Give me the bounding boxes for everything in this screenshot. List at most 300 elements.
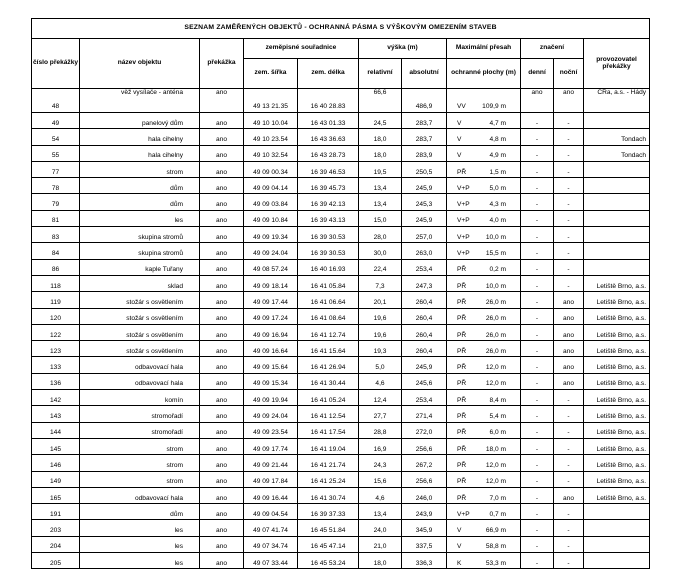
cell-object-name: strom — [80, 455, 200, 471]
cell-overlap-value: 8,4 m — [482, 390, 521, 406]
cell-absolute-height: 257,0 — [402, 227, 447, 243]
cell-night-marking: - — [554, 210, 584, 226]
cell-overlap-value: 12,0 m — [482, 373, 521, 389]
cell-day-marking: - — [521, 275, 554, 291]
cell-longitude: 16 43 36.63 — [298, 129, 359, 145]
cell-longitude: 16 45 51.84 — [298, 520, 359, 536]
header-protection-area: ochranné plochy (m) — [447, 59, 521, 89]
cell-relative-height: 18,0 — [359, 553, 402, 569]
cell-absolute-height: 245,9 — [402, 357, 447, 373]
cell-obstacle-number: 81 — [32, 210, 80, 226]
cell-obstacle-number: 120 — [32, 308, 80, 324]
cell-overlap-value: 5,0 m — [482, 178, 521, 194]
cell-day-marking: - — [521, 243, 554, 259]
table-row — [32, 471, 650, 487]
cell-absolute-height: 283,7 — [402, 113, 447, 129]
cell-night-marking: ano — [554, 89, 584, 113]
cell-day-marking: - — [521, 129, 554, 145]
cell-night-marking: - — [554, 113, 584, 129]
cell-overlap-value: 6,0 m — [482, 422, 521, 438]
cell-day-marking: - — [521, 406, 554, 422]
cell-overlap-value: 15,5 m — [482, 243, 521, 259]
cell-longitude: 16 41 05.24 — [298, 390, 359, 406]
cell-overlap-value: 58,8 m — [482, 536, 521, 552]
cell-obstacle-flag: ano — [200, 275, 244, 291]
cell-absolute-height: 267,2 — [402, 455, 447, 471]
cell-obstacle-flag: ano — [200, 536, 244, 552]
table-row — [32, 227, 650, 243]
table-body — [32, 89, 650, 569]
cell-night-marking: - — [554, 422, 584, 438]
cell-latitude: 49 09 04.54 — [244, 504, 298, 520]
cell-obstacle-number: 78 — [32, 178, 80, 194]
cell-relative-height: 24,3 — [359, 455, 402, 471]
cell-night-marking: - — [554, 194, 584, 210]
cell-latitude: 49 10 32.54 — [244, 145, 298, 161]
cell-day-marking: - — [521, 487, 554, 503]
cell-overlap-value: 12,0 m — [482, 357, 521, 373]
cell-obstacle-flag: ano — [200, 390, 244, 406]
cell-operator: Letiště Brno, a.s. — [584, 422, 650, 438]
cell-absolute-height: 260,4 — [402, 292, 447, 308]
cell-night-marking: ano — [554, 487, 584, 503]
cell-obstacle-flag: ano — [200, 438, 244, 454]
cell-absolute-height: 243,9 — [402, 504, 447, 520]
cell-object-name: stožár s osvětlením — [80, 341, 200, 357]
cell-latitude: 49 13 21.35 — [244, 89, 298, 113]
cell-latitude: 49 09 04.14 — [244, 178, 298, 194]
cell-night-marking: ano — [554, 373, 584, 389]
cell-object-name: dům — [80, 504, 200, 520]
cell-object-name: les — [80, 553, 200, 569]
table-row — [32, 406, 650, 422]
table-row — [32, 178, 650, 194]
cell-latitude: 49 09 03.84 — [244, 194, 298, 210]
cell-object-name: hala cihelny — [80, 129, 200, 145]
cell-relative-height: 18,0 — [359, 129, 402, 145]
cell-overlap-type: V+P — [447, 194, 482, 210]
cell-object-name: komín — [80, 390, 200, 406]
cell-overlap-value: 26,0 m — [482, 324, 521, 340]
cell-longitude: 16 41 30.74 — [298, 487, 359, 503]
cell-overlap-type: PŘ — [447, 455, 482, 471]
cell-overlap-type: PŘ — [447, 406, 482, 422]
cell-operator — [584, 194, 650, 210]
cell-operator — [584, 259, 650, 275]
table-row — [32, 422, 650, 438]
cell-operator: Letiště Brno, a.s. — [584, 471, 650, 487]
cell-operator: Letiště Brno, a.s. — [584, 406, 650, 422]
cell-latitude: 49 09 23.54 — [244, 422, 298, 438]
document-title: SEZNAM ZAMĚŘENÝCH OBJEKTŮ - OCHRANNÁ PÁSMA S VÝŠKOVÝM OMEZENÍM STAVEB — [32, 19, 650, 39]
cell-overlap-value: 4,9 m — [482, 145, 521, 161]
cell-relative-height: 19,6 — [359, 324, 402, 340]
header-coordinates: zeměpisné souřadnice — [244, 39, 359, 59]
table-row — [32, 455, 650, 471]
cell-night-marking: ano — [554, 308, 584, 324]
cell-obstacle-number: 146 — [32, 455, 80, 471]
cell-overlap-type: PŘ — [447, 275, 482, 291]
cell-overlap-type: PŘ — [447, 292, 482, 308]
cell-object-name: kaple Tuřany — [80, 259, 200, 275]
header-longitude: zem. délka — [298, 59, 359, 89]
cell-latitude: 49 09 21.44 — [244, 455, 298, 471]
cell-object-name: les — [80, 536, 200, 552]
cell-latitude: 49 09 17.24 — [244, 308, 298, 324]
cell-latitude: 49 09 19.94 — [244, 390, 298, 406]
cell-overlap-type: V — [447, 129, 482, 145]
table-row — [32, 145, 650, 161]
cell-obstacle-number: 136 — [32, 373, 80, 389]
cell-night-marking: - — [554, 553, 584, 569]
cell-day-marking: - — [521, 390, 554, 406]
cell-absolute-height: 253,4 — [402, 390, 447, 406]
cell-object-name: sklad — [80, 275, 200, 291]
header-relative: relativní — [359, 59, 402, 89]
table-row — [32, 210, 650, 226]
cell-relative-height: 15,6 — [359, 471, 402, 487]
cell-obstacle-number: 49 — [32, 113, 80, 129]
cell-relative-height: 19,3 — [359, 341, 402, 357]
cell-relative-height: 16,9 — [359, 438, 402, 454]
cell-day-marking: - — [521, 178, 554, 194]
cell-overlap-type: K — [447, 553, 482, 569]
cell-longitude: 16 45 53.24 — [298, 553, 359, 569]
cell-longitude: 16 39 43.13 — [298, 210, 359, 226]
obstacle-list-document — [31, 18, 647, 569]
cell-overlap-type: PŘ — [447, 487, 482, 503]
cell-operator — [584, 504, 650, 520]
cell-operator: Tondach — [584, 129, 650, 145]
cell-night-marking: - — [554, 536, 584, 552]
cell-obstacle-number: 204 — [32, 536, 80, 552]
cell-absolute-height: 260,4 — [402, 324, 447, 340]
cell-day-marking: - — [521, 471, 554, 487]
cell-absolute-height: 245,3 — [402, 194, 447, 210]
cell-longitude: 16 39 30.53 — [298, 243, 359, 259]
cell-overlap-type: PŘ — [447, 373, 482, 389]
cell-obstacle-flag: ano — [200, 113, 244, 129]
cell-overlap-type: V — [447, 536, 482, 552]
cell-relative-height: 5,0 — [359, 357, 402, 373]
cell-night-marking: - — [554, 504, 584, 520]
cell-latitude: 49 09 15.64 — [244, 357, 298, 373]
cell-overlap-type: PŘ — [447, 357, 482, 373]
table-row — [32, 129, 650, 145]
cell-object-name: dům — [80, 178, 200, 194]
cell-obstacle-number: 133 — [32, 357, 80, 373]
cell-overlap-value: 0,2 m — [482, 259, 521, 275]
cell-night-marking: ano — [554, 357, 584, 373]
cell-absolute-height: 250,5 — [402, 161, 447, 177]
cell-obstacle-flag: ano — [200, 341, 244, 357]
cell-operator: Letiště Brno, a.s. — [584, 341, 650, 357]
cell-overlap-type: V — [447, 145, 482, 161]
cell-relative-height: 20,1 — [359, 292, 402, 308]
cell-obstacle-number: 142 — [32, 390, 80, 406]
cell-obstacle-number: 165 — [32, 487, 80, 503]
cell-obstacle-flag: ano — [200, 259, 244, 275]
cell-object-name: stožár s osvětlením — [80, 308, 200, 324]
table-row — [32, 390, 650, 406]
cell-operator: Letiště Brno, a.s. — [584, 455, 650, 471]
cell-operator: Letiště Brno, a.s. — [584, 292, 650, 308]
cell-obstacle-number: 84 — [32, 243, 80, 259]
header-max-overlap: Maximální přesah — [447, 39, 521, 59]
cell-obstacle-flag: ano — [200, 471, 244, 487]
cell-relative-height: 13,4 — [359, 194, 402, 210]
cell-latitude: 49 09 18.14 — [244, 275, 298, 291]
cell-latitude: 49 09 16.44 — [244, 487, 298, 503]
cell-obstacle-flag: ano — [200, 210, 244, 226]
cell-overlap-value: 10,0 m — [482, 275, 521, 291]
cell-obstacle-flag: ano — [200, 145, 244, 161]
cell-obstacle-number: 149 — [32, 471, 80, 487]
cell-operator — [584, 161, 650, 177]
cell-day-marking: - — [521, 357, 554, 373]
cell-obstacle-number: 77 — [32, 161, 80, 177]
cell-overlap-value: 4,3 m — [482, 194, 521, 210]
cell-longitude: 16 43 28.73 — [298, 145, 359, 161]
cell-longitude: 16 41 25.24 — [298, 471, 359, 487]
cell-obstacle-number: 144 — [32, 422, 80, 438]
cell-overlap-type: PŘ — [447, 390, 482, 406]
table-row — [32, 89, 650, 113]
cell-night-marking: ano — [554, 341, 584, 357]
cell-relative-height: 13,4 — [359, 178, 402, 194]
cell-object-name: strom — [80, 471, 200, 487]
cell-overlap-value: 26,0 m — [482, 341, 521, 357]
cell-object-name: strom — [80, 161, 200, 177]
table-row — [32, 292, 650, 308]
cell-day-marking: - — [521, 308, 554, 324]
cell-overlap-type: V+P — [447, 504, 482, 520]
table-row — [32, 259, 650, 275]
cell-object-name: stožár s osvětlením — [80, 324, 200, 340]
cell-overlap-type: PŘ — [447, 422, 482, 438]
cell-night-marking: - — [554, 406, 584, 422]
cell-absolute-height: 260,4 — [402, 341, 447, 357]
cell-day-marking: - — [521, 536, 554, 552]
cell-night-marking: - — [554, 390, 584, 406]
cell-operator — [584, 536, 650, 552]
cell-relative-height: 27,7 — [359, 406, 402, 422]
cell-relative-height: 4,6 — [359, 487, 402, 503]
table-row — [32, 324, 650, 340]
cell-obstacle-number: 203 — [32, 520, 80, 536]
cell-object-name: les — [80, 520, 200, 536]
cell-latitude: 49 10 10.04 — [244, 113, 298, 129]
cell-object-name: odbavovací hala — [80, 373, 200, 389]
cell-day-marking: - — [521, 553, 554, 569]
cell-obstacle-flag: ano — [200, 194, 244, 210]
cell-longitude: 16 41 12.74 — [298, 324, 359, 340]
cell-operator — [584, 113, 650, 129]
cell-latitude: 49 07 34.74 — [244, 536, 298, 552]
cell-absolute-height: 245,9 — [402, 210, 447, 226]
cell-absolute-height: 256,6 — [402, 471, 447, 487]
cell-relative-height: 18,0 — [359, 145, 402, 161]
cell-night-marking: - — [554, 259, 584, 275]
cell-absolute-height: 245,6 — [402, 373, 447, 389]
cell-relative-height: 30,0 — [359, 243, 402, 259]
cell-absolute-height: 256,6 — [402, 438, 447, 454]
cell-latitude: 49 09 24.04 — [244, 406, 298, 422]
cell-day-marking: - — [521, 145, 554, 161]
cell-day-marking: - — [521, 161, 554, 177]
cell-relative-height: 24,0 — [359, 520, 402, 536]
cell-relative-height: 28,8 — [359, 422, 402, 438]
cell-obstacle-flag: ano — [200, 373, 244, 389]
cell-overlap-value: 4,0 m — [482, 210, 521, 226]
cell-object-name: stromořadí — [80, 406, 200, 422]
cell-relative-height: 19,6 — [359, 308, 402, 324]
table-row — [32, 373, 650, 389]
cell-night-marking: - — [554, 471, 584, 487]
cell-night-marking: - — [554, 455, 584, 471]
cell-overlap-value: 12,0 m — [482, 471, 521, 487]
cell-latitude: 49 09 10.84 — [244, 210, 298, 226]
cell-obstacle-flag: ano — [200, 227, 244, 243]
cell-obstacle-flag: ano — [200, 129, 244, 145]
cell-overlap-type: V — [447, 113, 482, 129]
header-operator: provozovatel překážky — [584, 39, 650, 89]
cell-latitude: 49 09 16.64 — [244, 341, 298, 357]
cell-latitude: 49 09 00.34 — [244, 161, 298, 177]
cell-night-marking: - — [554, 520, 584, 536]
cell-object-name: strom — [80, 438, 200, 454]
cell-relative-height: 7,3 — [359, 275, 402, 291]
cell-day-marking: - — [521, 324, 554, 340]
cell-overlap-type: PŘ — [447, 324, 482, 340]
cell-longitude: 16 39 45.73 — [298, 178, 359, 194]
cell-latitude: 49 09 19.34 — [244, 227, 298, 243]
cell-overlap-value: 1,5 m — [482, 161, 521, 177]
cell-object-name: hala cihelny — [80, 145, 200, 161]
cell-overlap-value: 26,0 m — [482, 308, 521, 324]
cell-day-marking: - — [521, 341, 554, 357]
cell-operator — [584, 553, 650, 569]
cell-object-name: věž vysílače - anténa — [80, 89, 200, 113]
cell-day-marking: - — [521, 194, 554, 210]
cell-obstacle-number: 118 — [32, 275, 80, 291]
cell-operator: Letiště Brno, a.s. — [584, 324, 650, 340]
cell-relative-height: 28,0 — [359, 227, 402, 243]
cell-relative-height: 15,0 — [359, 210, 402, 226]
cell-longitude: 16 39 46.53 — [298, 161, 359, 177]
cell-obstacle-flag: ano — [200, 487, 244, 503]
cell-overlap-value: 12,0 m — [482, 455, 521, 471]
header-day: denní — [521, 59, 554, 89]
cell-operator: Letiště Brno, a.s. — [584, 373, 650, 389]
header-marking: značení — [521, 39, 584, 59]
cell-relative-height: 12,4 — [359, 390, 402, 406]
cell-obstacle-number: 83 — [32, 227, 80, 243]
header-obstacle: překážka — [200, 39, 244, 89]
cell-obstacle-flag: ano — [200, 89, 244, 113]
cell-obstacle-number: 79 — [32, 194, 80, 210]
cell-longitude: 16 41 05.84 — [298, 275, 359, 291]
cell-overlap-type: V+P — [447, 227, 482, 243]
cell-absolute-height: 283,9 — [402, 145, 447, 161]
cell-day-marking: - — [521, 455, 554, 471]
cell-obstacle-flag: ano — [200, 243, 244, 259]
cell-overlap-type: PŘ — [447, 161, 482, 177]
cell-day-marking: ano — [521, 89, 554, 113]
header-object-name: název objektu — [80, 39, 200, 89]
cell-overlap-type: PŘ — [447, 438, 482, 454]
cell-overlap-value: 0,7 m — [482, 504, 521, 520]
cell-object-name: odbavovací hala — [80, 487, 200, 503]
cell-relative-height: 24,5 — [359, 113, 402, 129]
header-latitude: zem. šířka — [244, 59, 298, 89]
cell-obstacle-flag: ano — [200, 308, 244, 324]
cell-overlap-value: 10,0 m — [482, 227, 521, 243]
cell-overlap-value: 18,0 m — [482, 438, 521, 454]
cell-night-marking: - — [554, 129, 584, 145]
cell-obstacle-number: 145 — [32, 438, 80, 454]
table-row — [32, 536, 650, 552]
cell-object-name: les — [80, 210, 200, 226]
cell-obstacle-flag: ano — [200, 178, 244, 194]
table-row — [32, 161, 650, 177]
cell-overlap-value: 4,7 m — [482, 113, 521, 129]
cell-night-marking: - — [554, 243, 584, 259]
cell-relative-height: 4,6 — [359, 373, 402, 389]
cell-obstacle-number: 119 — [32, 292, 80, 308]
cell-operator — [584, 227, 650, 243]
cell-longitude: 16 41 12.54 — [298, 406, 359, 422]
obstacle-table — [31, 18, 650, 569]
cell-latitude: 49 08 57.24 — [244, 259, 298, 275]
cell-obstacle-number: 48 — [32, 89, 80, 113]
cell-obstacle-flag: ano — [200, 406, 244, 422]
cell-overlap-type: V+P — [447, 243, 482, 259]
cell-overlap-type: VV — [447, 89, 482, 113]
cell-absolute-height: 486,9 — [402, 89, 447, 113]
cell-night-marking: - — [554, 438, 584, 454]
cell-longitude: 16 41 08.64 — [298, 308, 359, 324]
cell-night-marking: ano — [554, 324, 584, 340]
cell-night-marking: ano — [554, 292, 584, 308]
cell-object-name: dům — [80, 194, 200, 210]
cell-latitude: 49 10 23.54 — [244, 129, 298, 145]
cell-overlap-type: PŘ — [447, 308, 482, 324]
cell-night-marking: - — [554, 161, 584, 177]
cell-latitude: 49 07 41.74 — [244, 520, 298, 536]
cell-latitude: 49 07 33.44 — [244, 553, 298, 569]
table-row — [32, 553, 650, 569]
table-row — [32, 520, 650, 536]
cell-day-marking: - — [521, 422, 554, 438]
cell-longitude: 16 41 06.64 — [298, 292, 359, 308]
cell-longitude: 16 41 15.64 — [298, 341, 359, 357]
cell-day-marking: - — [521, 438, 554, 454]
cell-relative-height: 21,0 — [359, 536, 402, 552]
cell-absolute-height: 263,0 — [402, 243, 447, 259]
cell-operator: Letiště Brno, a.s. — [584, 390, 650, 406]
cell-obstacle-flag: ano — [200, 520, 244, 536]
cell-day-marking: - — [521, 292, 554, 308]
header-obstacle-number: číslo překážky — [32, 39, 80, 89]
cell-night-marking: - — [554, 275, 584, 291]
cell-obstacle-flag: ano — [200, 161, 244, 177]
cell-object-name: panelový dům — [80, 113, 200, 129]
cell-overlap-type: V — [447, 520, 482, 536]
cell-day-marking: - — [521, 373, 554, 389]
cell-day-marking: - — [521, 504, 554, 520]
cell-operator: ČRa, a.s. - Hády — [584, 89, 650, 113]
